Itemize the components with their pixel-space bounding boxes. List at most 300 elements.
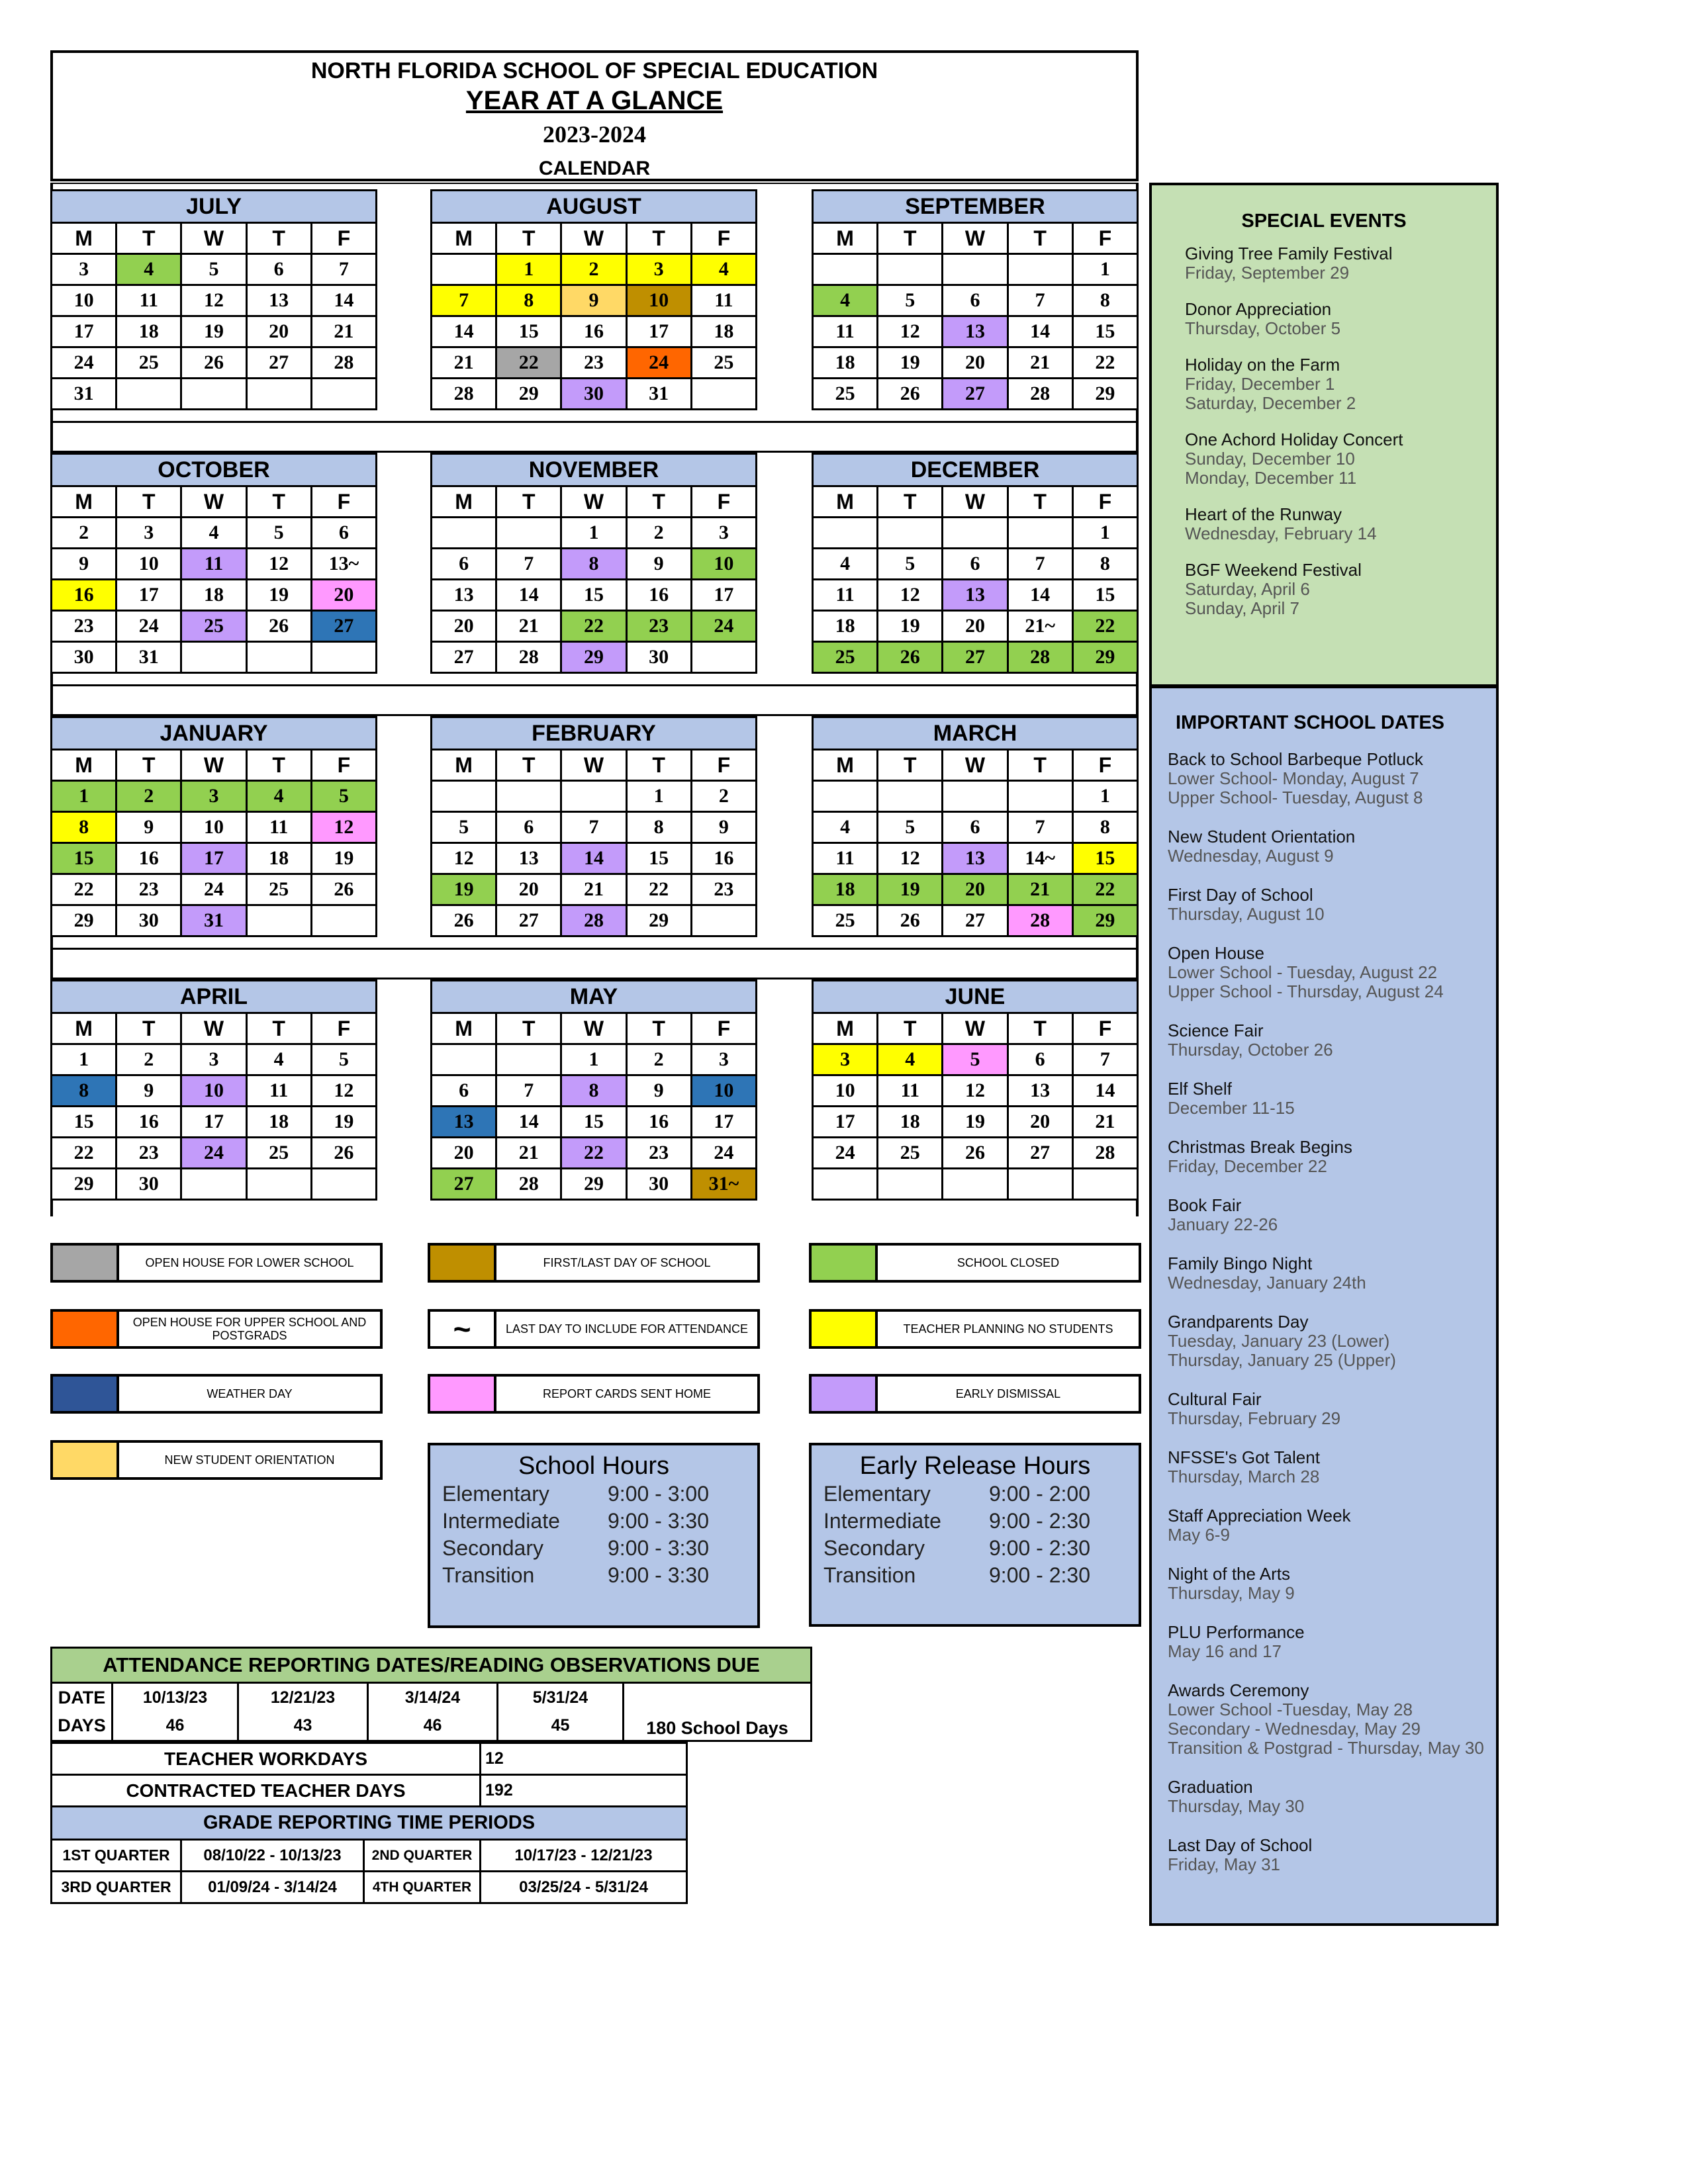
day-cell: 4 bbox=[813, 285, 878, 316]
day-cell: 27 bbox=[1008, 1138, 1072, 1169]
legend-label: EARLY DISMISSAL bbox=[955, 1387, 1061, 1400]
month-january bbox=[50, 716, 377, 937]
day-cell: 10 bbox=[626, 285, 691, 316]
day-cell: 13 bbox=[432, 580, 496, 611]
day-cell bbox=[1008, 518, 1072, 549]
day-cell bbox=[813, 1169, 878, 1200]
weekday-header: M bbox=[52, 750, 117, 781]
day-cell bbox=[943, 1169, 1008, 1200]
month-august bbox=[430, 189, 757, 410]
hours-row: Elementary 9:00 - 3:00 bbox=[442, 1482, 709, 1506]
day-cell: 22 bbox=[626, 874, 691, 905]
event-name: Graduation bbox=[1168, 1777, 1253, 1797]
day-cell: 2 bbox=[691, 781, 756, 812]
day-cell: 21 bbox=[311, 316, 376, 347]
weekday-header: T bbox=[496, 750, 561, 781]
month-name: JUNE bbox=[813, 981, 1138, 1013]
weekday-header: F bbox=[691, 750, 756, 781]
event-item bbox=[1168, 1079, 1496, 1118]
day-cell: 29 bbox=[52, 1169, 117, 1200]
day-cell: 29 bbox=[496, 379, 561, 410]
reporting-date: 12/21/23 bbox=[238, 1683, 368, 1712]
day-cell bbox=[878, 781, 943, 812]
day-cell: 24 bbox=[52, 347, 117, 379]
weekday-header: F bbox=[311, 1013, 376, 1044]
hours-row: Transition 9:00 - 2:30 bbox=[823, 1563, 1090, 1587]
day-cell: 13~ bbox=[311, 549, 376, 580]
weekday-header: F bbox=[311, 486, 376, 518]
day-cell: 5 bbox=[181, 254, 246, 285]
day-cell: 11 bbox=[246, 812, 311, 843]
day-cell: 31~ bbox=[691, 1169, 756, 1200]
weekday-header: T bbox=[496, 223, 561, 254]
month-october bbox=[50, 453, 377, 674]
day-cell: 5 bbox=[432, 812, 496, 843]
day-cell: 6 bbox=[496, 812, 561, 843]
day-cell bbox=[311, 905, 376, 936]
legend-item bbox=[809, 1374, 1141, 1414]
event-item bbox=[1168, 1506, 1496, 1545]
hours-row: Secondary 9:00 - 3:30 bbox=[442, 1536, 709, 1560]
legend-swatch bbox=[812, 1377, 878, 1411]
quarter-dates: 08/10/22 - 10/13/23 bbox=[181, 1840, 364, 1872]
legend-swatch bbox=[53, 1377, 119, 1411]
day-cell: 12 bbox=[943, 1075, 1008, 1107]
event-date: Sunday, April 7 bbox=[1185, 598, 1299, 618]
day-cell: 23 bbox=[691, 874, 756, 905]
event-date: May 6-9 bbox=[1168, 1525, 1230, 1545]
day-cell: 13 bbox=[432, 1107, 496, 1138]
weekday-header: W bbox=[181, 750, 246, 781]
day-cell: 26 bbox=[878, 379, 943, 410]
weekday-header: M bbox=[432, 223, 496, 254]
day-cell: 25 bbox=[691, 347, 756, 379]
day-cell: 24 bbox=[181, 874, 246, 905]
day-cell: 15 bbox=[1072, 580, 1137, 611]
day-cell: 7 bbox=[561, 812, 626, 843]
day-cell: 5 bbox=[311, 1044, 376, 1075]
day-cell: 10 bbox=[691, 549, 756, 580]
calendar-header bbox=[50, 50, 1139, 181]
event-item bbox=[1168, 1196, 1496, 1234]
day-cell: 2 bbox=[626, 1044, 691, 1075]
day-cell bbox=[311, 1169, 376, 1200]
weekday-header: F bbox=[691, 486, 756, 518]
event-name: Staff Appreciation Week bbox=[1168, 1506, 1351, 1525]
day-cell: 29 bbox=[52, 905, 117, 936]
day-cell: 17 bbox=[626, 316, 691, 347]
day-cell: 30 bbox=[117, 905, 181, 936]
weekday-header: W bbox=[181, 486, 246, 518]
attendance-title: ATTENDANCE REPORTING DATES/READING OBSERVATIONS DUE bbox=[52, 1648, 812, 1683]
day-cell bbox=[943, 781, 1008, 812]
weekday-header: M bbox=[813, 223, 878, 254]
month-name: FEBRUARY bbox=[432, 717, 757, 750]
weekday-header: T bbox=[1008, 486, 1072, 518]
event-date: Friday, December 1 bbox=[1185, 374, 1335, 394]
day-cell: 9 bbox=[117, 812, 181, 843]
day-cell: 11 bbox=[813, 580, 878, 611]
day-cell: 9 bbox=[52, 549, 117, 580]
event-date: Lower School -Tuesday, May 28 bbox=[1168, 1700, 1413, 1719]
day-cell: 12 bbox=[878, 316, 943, 347]
weekday-header: M bbox=[813, 750, 878, 781]
day-cell: 18 bbox=[878, 1107, 943, 1138]
day-cell: 27 bbox=[246, 347, 311, 379]
hours-row: Intermediate 9:00 - 2:30 bbox=[823, 1509, 1090, 1533]
quarter-label: 4TH QUARTER bbox=[364, 1872, 481, 1903]
month-name: OCTOBER bbox=[52, 454, 377, 486]
month-december bbox=[812, 453, 1139, 674]
legend-swatch bbox=[812, 1312, 878, 1346]
day-cell: 24 bbox=[626, 347, 691, 379]
day-cell: 22 bbox=[561, 611, 626, 642]
day-cell: 12 bbox=[878, 580, 943, 611]
weekday-header: T bbox=[878, 486, 943, 518]
event-date: Wednesday, January 24th bbox=[1168, 1273, 1366, 1293]
day-cell: 28 bbox=[496, 642, 561, 673]
day-cell: 20 bbox=[943, 611, 1008, 642]
day-cell: 19 bbox=[311, 1107, 376, 1138]
day-cell: 9 bbox=[626, 549, 691, 580]
day-cell: 29 bbox=[561, 642, 626, 673]
day-cell bbox=[311, 642, 376, 673]
day-cell: 22 bbox=[561, 1138, 626, 1169]
day-cell bbox=[813, 254, 878, 285]
event-name: Book Fair bbox=[1168, 1195, 1242, 1215]
day-cell: 31 bbox=[626, 379, 691, 410]
day-cell: 8 bbox=[52, 1075, 117, 1107]
event-name: PLU Performance bbox=[1168, 1622, 1305, 1642]
day-cell bbox=[1008, 781, 1072, 812]
day-cell: 12 bbox=[246, 549, 311, 580]
day-cell: 29 bbox=[561, 1169, 626, 1200]
day-cell: 30 bbox=[117, 1169, 181, 1200]
day-cell: 19 bbox=[943, 1107, 1008, 1138]
event-item bbox=[1168, 1021, 1496, 1060]
day-cell: 22 bbox=[52, 1138, 117, 1169]
event-item bbox=[1168, 1138, 1496, 1176]
day-cell: 31 bbox=[52, 379, 117, 410]
day-cell: 5 bbox=[878, 812, 943, 843]
reporting-date: 5/31/24 bbox=[498, 1683, 624, 1712]
legend-label: TEACHER PLANNING NO STUDENTS bbox=[903, 1322, 1113, 1336]
month-november bbox=[430, 453, 757, 674]
day-cell bbox=[246, 379, 311, 410]
day-cell: 6 bbox=[432, 1075, 496, 1107]
day-cell: 28 bbox=[1008, 379, 1072, 410]
day-cell: 25 bbox=[117, 347, 181, 379]
weekday-header: F bbox=[691, 223, 756, 254]
day-cell bbox=[496, 781, 561, 812]
day-cell: 24 bbox=[691, 611, 756, 642]
teacher-workdays-label: TEACHER WORKDAYS bbox=[52, 1743, 481, 1775]
weekday-header: M bbox=[813, 486, 878, 518]
legend-item bbox=[428, 1309, 760, 1349]
early-release-box bbox=[809, 1443, 1141, 1627]
day-cell: 31 bbox=[181, 905, 246, 936]
day-cell: 22 bbox=[1072, 347, 1137, 379]
day-cell: 3 bbox=[117, 518, 181, 549]
event-name: Night of the Arts bbox=[1168, 1564, 1290, 1584]
day-cell: 14 bbox=[496, 580, 561, 611]
month-name: JANUARY bbox=[52, 717, 377, 750]
event-date: Thursday, February 29 bbox=[1168, 1408, 1341, 1428]
day-cell: 18 bbox=[117, 316, 181, 347]
event-name: New Student Orientation bbox=[1168, 827, 1356, 846]
event-item bbox=[1168, 1312, 1496, 1370]
day-cell: 3 bbox=[181, 781, 246, 812]
day-cell: 16 bbox=[52, 580, 117, 611]
day-cell: 4 bbox=[117, 254, 181, 285]
day-cell: 15 bbox=[1072, 316, 1137, 347]
day-cell bbox=[432, 1044, 496, 1075]
day-cell: 19 bbox=[878, 347, 943, 379]
school-year: 2023-2024 bbox=[543, 121, 646, 148]
event-date: Saturday, December 2 bbox=[1185, 393, 1356, 413]
day-cell: 17 bbox=[691, 1107, 756, 1138]
event-date: Saturday, April 6 bbox=[1185, 579, 1310, 599]
day-cell: 11 bbox=[813, 843, 878, 874]
day-cell: 26 bbox=[311, 874, 376, 905]
day-cell bbox=[878, 254, 943, 285]
day-cell: 19 bbox=[246, 580, 311, 611]
day-cell: 10 bbox=[691, 1075, 756, 1107]
day-cell bbox=[1008, 254, 1072, 285]
day-cell: 25 bbox=[246, 1138, 311, 1169]
day-cell: 18 bbox=[181, 580, 246, 611]
event-item bbox=[1168, 886, 1496, 924]
event-item bbox=[1185, 505, 1496, 543]
quarter-dates: 03/25/24 - 5/31/24 bbox=[481, 1872, 687, 1903]
event-item bbox=[1168, 827, 1496, 866]
day-cell bbox=[432, 254, 496, 285]
day-cell: 23 bbox=[117, 874, 181, 905]
day-cell: 18 bbox=[246, 1107, 311, 1138]
weekday-header: T bbox=[626, 750, 691, 781]
event-date: Thursday, March 28 bbox=[1168, 1467, 1320, 1486]
event-date: Transition & Postgrad - Thursday, May 30 bbox=[1168, 1738, 1484, 1758]
day-cell bbox=[691, 642, 756, 673]
day-cell: 13 bbox=[496, 843, 561, 874]
day-cell: 23 bbox=[561, 347, 626, 379]
event-date: Thursday, January 25 (Upper) bbox=[1168, 1350, 1396, 1370]
day-cell: 1 bbox=[52, 781, 117, 812]
day-cell: 4 bbox=[246, 1044, 311, 1075]
weekday-header: T bbox=[626, 223, 691, 254]
day-cell: 4 bbox=[691, 254, 756, 285]
weekday-header: T bbox=[117, 750, 181, 781]
weekday-header: T bbox=[246, 486, 311, 518]
legend-item bbox=[428, 1374, 760, 1414]
day-cell: 26 bbox=[311, 1138, 376, 1169]
total-school-days: 180 School Days bbox=[624, 1683, 812, 1741]
month-march bbox=[812, 716, 1139, 937]
day-cell: 21 bbox=[496, 611, 561, 642]
event-date: Lower School - Tuesday, August 22 bbox=[1168, 962, 1438, 982]
event-item bbox=[1185, 355, 1496, 413]
day-cell: 6 bbox=[943, 549, 1008, 580]
day-cell bbox=[561, 781, 626, 812]
day-cell: 24 bbox=[813, 1138, 878, 1169]
weekday-header: W bbox=[561, 750, 626, 781]
quarter-label: 3RD QUARTER bbox=[52, 1872, 181, 1903]
hours-row: Elementary 9:00 - 2:00 bbox=[823, 1482, 1090, 1506]
weekday-header: T bbox=[117, 1013, 181, 1044]
month-name: MARCH bbox=[813, 717, 1138, 750]
weekday-header: W bbox=[943, 486, 1008, 518]
legend-swatch: ~ bbox=[430, 1312, 496, 1346]
weekday-header: T bbox=[626, 1013, 691, 1044]
school-name: NORTH FLORIDA SCHOOL OF SPECIAL EDUCATION bbox=[310, 58, 878, 83]
day-cell: 4 bbox=[813, 812, 878, 843]
day-cell: 29 bbox=[1072, 379, 1137, 410]
day-cell: 14~ bbox=[1008, 843, 1072, 874]
day-cell: 13 bbox=[246, 285, 311, 316]
day-cell: 7 bbox=[1008, 812, 1072, 843]
day-cell: 18 bbox=[246, 843, 311, 874]
day-cell: 20 bbox=[432, 611, 496, 642]
legend-swatch bbox=[430, 1377, 496, 1411]
day-cell: 7 bbox=[432, 285, 496, 316]
day-cell: 7 bbox=[1008, 285, 1072, 316]
day-cell: 26 bbox=[878, 642, 943, 673]
weekday-header: F bbox=[691, 1013, 756, 1044]
row-separator bbox=[50, 948, 1139, 979]
event-date: Friday, May 31 bbox=[1168, 1854, 1281, 1874]
day-cell: 15 bbox=[1072, 843, 1137, 874]
day-cell bbox=[246, 1169, 311, 1200]
day-cell: 26 bbox=[181, 347, 246, 379]
day-cell: 29 bbox=[1072, 905, 1137, 936]
day-cell bbox=[181, 1169, 246, 1200]
day-cell bbox=[1072, 1169, 1137, 1200]
weekday-header: W bbox=[943, 750, 1008, 781]
day-cell: 25 bbox=[878, 1138, 943, 1169]
month-name: JULY bbox=[52, 191, 377, 223]
grading-periods-title: GRADE REPORTING TIME PERIODS bbox=[52, 1807, 687, 1840]
day-cell: 7 bbox=[311, 254, 376, 285]
day-cell: 4 bbox=[181, 518, 246, 549]
day-cell: 18 bbox=[813, 347, 878, 379]
day-cell: 30 bbox=[52, 642, 117, 673]
weekday-header: W bbox=[943, 223, 1008, 254]
day-cell: 12 bbox=[311, 812, 376, 843]
day-cell: 6 bbox=[943, 812, 1008, 843]
day-cell: 16 bbox=[117, 843, 181, 874]
event-name: BGF Weekend Festival bbox=[1185, 560, 1362, 580]
day-cell: 7 bbox=[1072, 1044, 1137, 1075]
legend-swatch bbox=[53, 1246, 119, 1280]
event-name: NFSSE's Got Talent bbox=[1168, 1447, 1320, 1467]
day-cell: 19 bbox=[311, 843, 376, 874]
month-june bbox=[812, 979, 1139, 1201]
weekday-header: T bbox=[878, 1013, 943, 1044]
day-cell bbox=[878, 518, 943, 549]
day-cell: 27 bbox=[432, 1169, 496, 1200]
day-cell bbox=[117, 379, 181, 410]
day-cell: 30 bbox=[626, 1169, 691, 1200]
day-cell: 20 bbox=[943, 874, 1008, 905]
legend-swatch bbox=[53, 1443, 119, 1477]
legend-item bbox=[50, 1440, 383, 1480]
weekday-header: F bbox=[1072, 223, 1137, 254]
day-cell: 20 bbox=[1008, 1107, 1072, 1138]
day-cell bbox=[432, 781, 496, 812]
day-cell: 12 bbox=[432, 843, 496, 874]
day-cell bbox=[246, 905, 311, 936]
legend-label: OPEN HOUSE FOR LOWER SCHOOL bbox=[145, 1256, 354, 1269]
day-cell bbox=[432, 518, 496, 549]
legend-label: NEW STUDENT ORIENTATION bbox=[164, 1453, 335, 1467]
weekday-header: M bbox=[52, 1013, 117, 1044]
reporting-date: 3/14/24 bbox=[368, 1683, 498, 1712]
day-cell: 8 bbox=[1072, 285, 1137, 316]
weekday-header: F bbox=[1072, 750, 1137, 781]
weekday-header: T bbox=[496, 486, 561, 518]
weekday-header: M bbox=[432, 1013, 496, 1044]
day-cell bbox=[246, 642, 311, 673]
month-name: MAY bbox=[432, 981, 757, 1013]
legend-swatch bbox=[430, 1246, 496, 1280]
day-cell: 6 bbox=[1008, 1044, 1072, 1075]
event-date: Thursday, May 30 bbox=[1168, 1796, 1305, 1816]
day-cell: 25 bbox=[813, 642, 878, 673]
day-cell: 24 bbox=[117, 611, 181, 642]
event-name: Back to School Barbeque Potluck bbox=[1168, 749, 1423, 769]
quarter-label: 1ST QUARTER bbox=[52, 1840, 181, 1872]
weekday-header: T bbox=[117, 223, 181, 254]
legend-item bbox=[428, 1243, 760, 1283]
early-release-title: Early Release Hours bbox=[859, 1452, 1091, 1480]
day-cell: 16 bbox=[117, 1107, 181, 1138]
day-cell: 17 bbox=[52, 316, 117, 347]
event-name: Family Bingo Night bbox=[1168, 1253, 1313, 1273]
day-cell: 11 bbox=[813, 316, 878, 347]
day-cell: 5 bbox=[943, 1044, 1008, 1075]
day-cell: 9 bbox=[626, 1075, 691, 1107]
day-cell: 5 bbox=[311, 781, 376, 812]
day-cell: 21~ bbox=[1008, 611, 1072, 642]
day-cell: 1 bbox=[561, 1044, 626, 1075]
day-cell bbox=[1008, 1169, 1072, 1200]
weekday-header: F bbox=[311, 223, 376, 254]
weekday-header: W bbox=[561, 486, 626, 518]
page-title: YEAR AT A GLANCE bbox=[465, 86, 724, 115]
legend-label: SCHOOL CLOSED bbox=[957, 1256, 1060, 1269]
day-cell: 27 bbox=[943, 379, 1008, 410]
event-item bbox=[1185, 244, 1496, 283]
day-cell: 12 bbox=[878, 843, 943, 874]
event-item bbox=[1185, 561, 1496, 618]
day-cell: 8 bbox=[496, 285, 561, 316]
day-cell: 14 bbox=[561, 843, 626, 874]
legend-label: OPEN HOUSE FOR UPPER SCHOOL AND POSTGRADS bbox=[132, 1316, 367, 1342]
event-date: Friday, September 29 bbox=[1185, 263, 1350, 283]
day-cell: 5 bbox=[878, 549, 943, 580]
day-cell: 10 bbox=[117, 549, 181, 580]
event-date: Tuesday, January 23 (Lower) bbox=[1168, 1331, 1390, 1351]
day-cell: 22 bbox=[1072, 874, 1137, 905]
day-cell: 4 bbox=[813, 549, 878, 580]
event-item bbox=[1168, 1681, 1496, 1758]
day-cell: 20 bbox=[432, 1138, 496, 1169]
event-name: Christmas Break Begins bbox=[1168, 1137, 1352, 1157]
day-cell: 9 bbox=[117, 1075, 181, 1107]
day-cell: 8 bbox=[561, 1075, 626, 1107]
important-dates-title: IMPORTANT SCHOOL DATES bbox=[1176, 712, 1444, 733]
weekday-header: T bbox=[1008, 223, 1072, 254]
